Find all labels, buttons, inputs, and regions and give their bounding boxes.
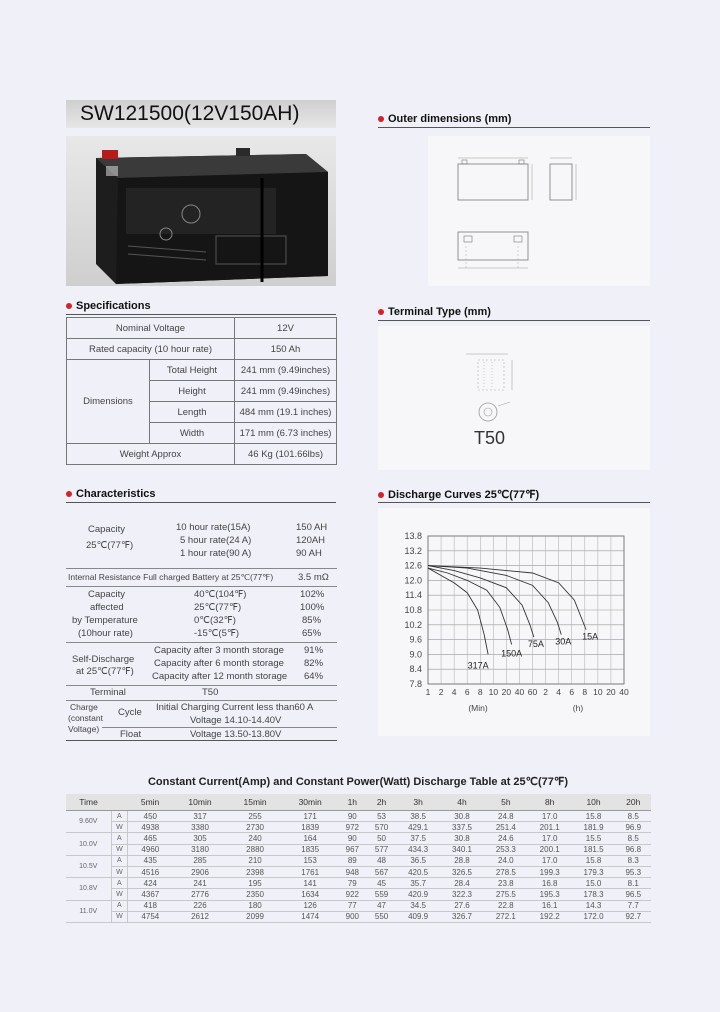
spec-label: Width	[150, 423, 235, 444]
table-cell: 89	[338, 855, 367, 866]
discharge-chart-panel	[378, 508, 650, 736]
table-header-cell: 10min	[172, 794, 227, 811]
terminal-type-label: T50	[474, 428, 506, 448]
series-label: 15A	[582, 631, 599, 642]
table-cell: 2398	[228, 866, 283, 877]
table-row	[66, 855, 651, 866]
bullet-icon	[378, 309, 384, 315]
spec-label: Rated capacity (10 hour rate)	[67, 339, 235, 360]
table-cell: 30.8	[440, 833, 484, 844]
table-cell: 48	[367, 855, 396, 866]
unit-cell: W	[111, 844, 128, 855]
x-axis-unit-label: (Min)	[468, 703, 488, 713]
table-row	[66, 866, 651, 877]
unit-cell: W	[111, 866, 128, 877]
battery-image	[66, 136, 336, 286]
table-title: Constant Current(Amp) and Constant Power(Watt) Discharge Table at 25℃(77℉)	[147, 776, 569, 788]
table-header-cell: Time	[66, 794, 111, 811]
table-cell: 2776	[172, 889, 227, 900]
table-cell: 8.1	[615, 878, 651, 889]
x-tick-label: 60	[527, 687, 538, 697]
char-label: Capacity	[88, 589, 125, 600]
char-label: Float	[120, 729, 142, 740]
table-cell: 7.7	[615, 900, 651, 911]
table-header-cell: 5min	[128, 794, 173, 811]
table-row	[67, 444, 337, 465]
table-row	[66, 900, 651, 911]
voltage-cell: 10.8V	[66, 878, 111, 900]
table-cell: 1474	[283, 911, 338, 922]
table-cell: 255	[228, 811, 283, 822]
char-value: 65%	[302, 628, 322, 639]
unit-cell: A	[111, 833, 128, 844]
char-item: 40℃(104℉)	[194, 589, 247, 600]
outer-dimensions-drawing	[428, 136, 650, 286]
x-tick-label: 40	[514, 687, 525, 697]
char-value: 100%	[300, 602, 325, 613]
table-cell: 340.1	[440, 844, 484, 855]
table-cell: 47	[367, 900, 396, 911]
table-cell: 96.9	[615, 822, 651, 833]
table-cell: 567	[367, 866, 396, 877]
table-cell: 90	[338, 811, 367, 822]
table-row	[66, 844, 651, 855]
x-tick-label: 40	[619, 687, 629, 697]
table-cell: 15.0	[572, 878, 616, 889]
char-value: 102%	[300, 589, 325, 600]
table-header-cell: 15min	[228, 794, 283, 811]
voltage-cell: 9.60V	[66, 811, 111, 833]
table-cell: 172.0	[572, 911, 616, 922]
spec-label: Dimensions	[67, 360, 150, 444]
battery-photo	[66, 136, 336, 286]
table-cell: 95.3	[615, 866, 651, 877]
table-cell: 126	[283, 900, 338, 911]
table-header-cell	[111, 794, 128, 811]
x-tick-label: 10	[593, 687, 603, 697]
table-cell: 450	[128, 811, 173, 822]
y-tick-label: 9.6	[409, 634, 422, 645]
table-cell: 1761	[283, 866, 338, 877]
char-value: 64%	[304, 671, 324, 682]
table-cell: 972	[338, 822, 367, 833]
divider	[66, 700, 337, 701]
spec-value: 12V	[235, 318, 337, 339]
bullet-icon	[66, 491, 72, 497]
y-tick-label: 12.0	[404, 575, 422, 586]
y-tick-label: 10.8	[404, 605, 422, 615]
series-label: 150A	[501, 648, 523, 659]
table-header-cell: 1h	[338, 794, 367, 811]
table-cell: 77	[338, 900, 367, 911]
outer-dimensions-diagram	[428, 136, 650, 286]
spec-value: 484 mm (19.1 inches)	[235, 402, 337, 423]
x-tick-label: 6	[569, 687, 575, 697]
table-cell: 8.5	[615, 833, 651, 844]
divider	[66, 642, 337, 643]
table-cell: 37.5	[396, 833, 440, 844]
table-cell: 14.3	[572, 900, 616, 911]
char-value: 85%	[302, 615, 322, 626]
table-cell: 4367	[128, 889, 173, 900]
unit-cell: A	[111, 811, 128, 822]
divider	[378, 127, 650, 128]
table-header-cell: 8h	[528, 794, 572, 811]
table-cell: 17.0	[528, 833, 572, 844]
x-tick-label: 8	[477, 687, 483, 697]
table-cell: 253.3	[484, 844, 528, 855]
table-header-cell: 5h	[484, 794, 528, 811]
spec-value: 171 mm (6.73 inches)	[235, 423, 337, 444]
table-cell: 948	[338, 866, 367, 877]
char-value: 90 AH	[296, 548, 322, 559]
terminal-type-heading	[378, 306, 491, 318]
bullet-icon	[378, 492, 384, 498]
char-label: Charge	[70, 702, 98, 712]
divider	[66, 314, 336, 315]
terminal-drawing	[378, 326, 650, 470]
table-cell: 326.7	[440, 911, 484, 922]
table-cell: 570	[367, 822, 396, 833]
terminal-diagram	[378, 326, 650, 470]
table-header-row	[66, 794, 651, 811]
char-label: Capacity	[88, 524, 125, 535]
char-value: 3.5 mΩ	[298, 572, 329, 583]
table-cell: 38.5	[396, 811, 440, 822]
terminal-type-label: Terminal Type (mm)	[388, 306, 491, 318]
table-cell: 24.0	[484, 855, 528, 866]
table-cell: 305	[172, 833, 227, 844]
table-row	[66, 833, 651, 844]
table-cell: 28.4	[440, 878, 484, 889]
characteristics-label: Characteristics	[76, 488, 156, 500]
table-cell: 28.8	[440, 855, 484, 866]
discharge-chart	[378, 508, 650, 736]
table-cell: 22.8	[484, 900, 528, 911]
table-cell: 275.5	[484, 889, 528, 900]
char-value: 150 AH	[296, 522, 328, 533]
table-cell: 164	[283, 833, 338, 844]
char-item: Capacity after 12 month storage	[152, 671, 288, 682]
table-cell: 181.9	[572, 822, 616, 833]
table-cell: 16.1	[528, 900, 572, 911]
spec-label: Total Height	[150, 360, 235, 381]
table-cell: 24.8	[484, 811, 528, 822]
bullet-icon	[378, 116, 384, 122]
unit-cell: W	[111, 911, 128, 922]
char-label: affected	[90, 602, 124, 613]
voltage-cell: 10.0V	[66, 833, 111, 855]
table-row	[67, 360, 337, 381]
table-cell: 153	[283, 855, 338, 866]
char-label: Voltage)	[68, 724, 100, 734]
char-item: 5 hour rate(24 A)	[180, 535, 252, 546]
table-cell: 226	[172, 900, 227, 911]
table-cell: 922	[338, 889, 367, 900]
char-item: 1 hour rate(90 A)	[180, 548, 252, 559]
y-tick-label: 10.2	[404, 619, 422, 630]
table-cell: 35.7	[396, 878, 440, 889]
char-item: 10 hour rate(15A)	[176, 522, 251, 533]
table-cell: 1634	[283, 889, 338, 900]
table-cell: 577	[367, 844, 396, 855]
table-cell: 278.5	[484, 866, 528, 877]
table-cell: 53	[367, 811, 396, 822]
table-cell: 200.1	[528, 844, 572, 855]
table-cell: 199.3	[528, 866, 572, 877]
table-header-cell: 20h	[615, 794, 651, 811]
table-cell: 550	[367, 911, 396, 922]
table-cell: 2730	[228, 822, 283, 833]
table-cell: 30.8	[440, 811, 484, 822]
table-cell: 45	[367, 878, 396, 889]
spec-value: 150 Ah	[235, 339, 337, 360]
char-label: (10hour rate)	[78, 628, 133, 639]
table-cell: 50	[367, 833, 396, 844]
table-cell: 322.3	[440, 889, 484, 900]
char-item: Voltage 13.50-13.80V	[190, 729, 282, 740]
table-header-cell: 3h	[396, 794, 440, 811]
table-cell: 8.5	[615, 811, 651, 822]
table-cell: 4938	[128, 822, 173, 833]
series-line	[428, 566, 534, 638]
table-cell: 2612	[172, 911, 227, 922]
table-cell: 1839	[283, 822, 338, 833]
table-cell: 420.5	[396, 866, 440, 877]
discharge-table	[66, 794, 651, 923]
char-value: 91%	[304, 645, 324, 656]
table-cell: 317	[172, 811, 227, 822]
table-cell: 272.1	[484, 911, 528, 922]
series-label: 30A	[555, 636, 572, 647]
x-tick-label: 1	[425, 687, 431, 697]
table-cell: 240	[228, 833, 283, 844]
outer-dimensions-label: Outer dimensions (mm)	[388, 113, 512, 125]
table-cell: 429.1	[396, 822, 440, 833]
table-cell: 141	[283, 878, 338, 889]
x-tick-label: 10	[488, 687, 499, 697]
y-tick-label: 12.6	[404, 560, 422, 571]
table-cell: 4960	[128, 844, 173, 855]
divider	[66, 740, 337, 741]
page-title: SW121500(12V150AH)	[66, 100, 336, 128]
table-cell: 195	[228, 878, 283, 889]
unit-cell: W	[111, 822, 128, 833]
table-cell: 418	[128, 900, 173, 911]
table-cell: 435	[128, 855, 173, 866]
char-value: 120AH	[296, 535, 326, 546]
table-cell: 195.3	[528, 889, 572, 900]
spec-value: 241 mm (9.49inches)	[235, 381, 337, 402]
x-tick-label: 20	[606, 687, 616, 697]
table-cell: 210	[228, 855, 283, 866]
table-cell: 900	[338, 911, 367, 922]
table-cell: 92.7	[615, 911, 651, 922]
table-cell: 285	[172, 855, 227, 866]
table-cell: 465	[128, 833, 173, 844]
table-cell: 17.0	[528, 855, 572, 866]
table-cell: 201.1	[528, 822, 572, 833]
table-cell: 337.5	[440, 822, 484, 833]
table-cell: 2350	[228, 889, 283, 900]
unit-cell: A	[111, 878, 128, 889]
divider	[66, 502, 336, 503]
table-cell: 2880	[228, 844, 283, 855]
table-cell: 8.3	[615, 855, 651, 866]
characteristics-heading	[66, 488, 156, 500]
discharge-curves-heading	[378, 488, 539, 501]
table-cell: 90	[338, 833, 367, 844]
table-cell: 424	[128, 878, 173, 889]
characteristics-block	[66, 504, 337, 740]
table-cell: 4516	[128, 866, 173, 877]
spec-value: 46 Kg (101.66lbs)	[235, 444, 337, 465]
unit-cell: A	[111, 855, 128, 866]
char-item: Internal Resistance Full charged Battery at 25℃(77℉)	[68, 572, 274, 582]
table-cell: 3380	[172, 822, 227, 833]
table-cell: 79	[338, 878, 367, 889]
table-cell: 15.8	[572, 811, 616, 822]
table-cell: 326.5	[440, 866, 484, 877]
table-cell: 27.6	[440, 900, 484, 911]
x-tick-label: 20	[501, 687, 512, 697]
table-cell: 34.5	[396, 900, 440, 911]
char-label: (constant	[68, 713, 103, 723]
divider	[66, 685, 337, 686]
x-axis-unit-label: (h)	[572, 703, 584, 713]
table-cell: 3180	[172, 844, 227, 855]
table-cell: 17.0	[528, 811, 572, 822]
table-row	[66, 811, 651, 822]
char-item: Capacity after 3 month storage	[154, 645, 284, 656]
table-cell: 2906	[172, 866, 227, 877]
table-header-cell: 10h	[572, 794, 616, 811]
bullet-icon	[66, 303, 72, 309]
divider	[66, 568, 337, 569]
table-header-cell: 30min	[283, 794, 338, 811]
x-tick-label: 8	[582, 687, 588, 697]
char-label: Cycle	[118, 707, 142, 718]
char-label: by Temperature	[72, 615, 138, 626]
char-value: 82%	[304, 658, 324, 669]
spec-label: Nominal Voltage	[67, 318, 235, 339]
table-cell: 36.5	[396, 855, 440, 866]
series-line	[428, 566, 586, 630]
specifications-heading	[66, 300, 151, 312]
table-cell: 15.8	[572, 855, 616, 866]
table-header-cell: 4h	[440, 794, 484, 811]
specifications-label: Specifications	[76, 300, 151, 312]
table-cell: 1835	[283, 844, 338, 855]
spec-label: Length	[150, 402, 235, 423]
table-cell: 420.9	[396, 889, 440, 900]
voltage-cell: 11.0V	[66, 900, 111, 922]
char-label: Self-Discharge	[72, 654, 135, 665]
char-item: 0℃(32℉)	[194, 615, 236, 626]
table-row	[66, 822, 651, 833]
y-tick-label: 13.2	[404, 545, 422, 556]
spec-value: 241 mm (9.49inches)	[235, 360, 337, 381]
divider	[66, 586, 337, 587]
divider	[102, 727, 337, 728]
table-cell: 178.3	[572, 889, 616, 900]
discharge-curves-label: Discharge Curves 25℃(77℉)	[388, 489, 540, 501]
x-tick-label: 4	[451, 687, 457, 697]
table-cell: 241	[172, 878, 227, 889]
table-cell: 251.4	[484, 822, 528, 833]
table-row	[66, 878, 651, 889]
table-row	[66, 889, 651, 900]
spec-label: Height	[150, 381, 235, 402]
char-label: 25℃(77℉)	[86, 540, 134, 551]
char-label: at 25℃(77℉)	[76, 666, 134, 677]
table-cell: 171	[283, 811, 338, 822]
series-line	[428, 568, 512, 644]
table-cell: 967	[338, 844, 367, 855]
divider	[378, 320, 650, 321]
table-cell: 96.5	[615, 889, 651, 900]
table-row	[67, 318, 337, 339]
char-item: Capacity after 6 month storage	[154, 658, 284, 669]
table-cell: 434.3	[396, 844, 440, 855]
unit-cell: W	[111, 889, 128, 900]
table-cell: 23.8	[484, 878, 528, 889]
y-tick-label: 7.8	[409, 679, 422, 689]
table-cell: 180	[228, 900, 283, 911]
char-item: 25℃(77℉)	[194, 602, 242, 613]
table-cell: 179.3	[572, 866, 616, 877]
x-tick-label: 4	[556, 687, 562, 697]
table-cell: 409.9	[396, 911, 440, 922]
series-label: 75A	[527, 639, 544, 650]
voltage-cell: 10.5V	[66, 855, 111, 877]
x-tick-label: 6	[464, 687, 470, 697]
char-value: T50	[202, 687, 219, 698]
table-header-cell: 2h	[367, 794, 396, 811]
y-tick-label: 13.8	[404, 531, 422, 541]
series-line	[428, 568, 488, 654]
table-cell: 4754	[128, 911, 173, 922]
char-item: Voltage 14.10-14.40V	[190, 715, 282, 726]
x-tick-label: 2	[438, 687, 444, 697]
table-cell: 24.6	[484, 833, 528, 844]
table-cell: 559	[367, 889, 396, 900]
table-row	[66, 911, 651, 922]
char-item: Initial Charging Current less than60 A	[156, 702, 314, 713]
table-cell: 181.5	[572, 844, 616, 855]
table-cell: 192.2	[528, 911, 572, 922]
table-cell: 96.8	[615, 844, 651, 855]
y-tick-label: 9.0	[409, 649, 422, 660]
y-tick-label: 8.4	[409, 664, 422, 675]
table-cell: 16.8	[528, 878, 572, 889]
x-tick-label: 2	[543, 687, 548, 697]
spec-label: Weight Approx	[67, 444, 235, 465]
series-label: 317A	[467, 660, 489, 671]
outer-dimensions-heading	[378, 113, 511, 125]
table-cell: 15.5	[572, 833, 616, 844]
specifications-table	[66, 317, 337, 465]
table-cell: 2099	[228, 911, 283, 922]
char-item: -15℃(5℉)	[194, 628, 240, 639]
table-row	[67, 339, 337, 360]
y-tick-label: 11.4	[405, 590, 422, 601]
unit-cell: A	[111, 900, 128, 911]
char-label: Terminal	[90, 687, 126, 698]
divider	[378, 502, 650, 503]
